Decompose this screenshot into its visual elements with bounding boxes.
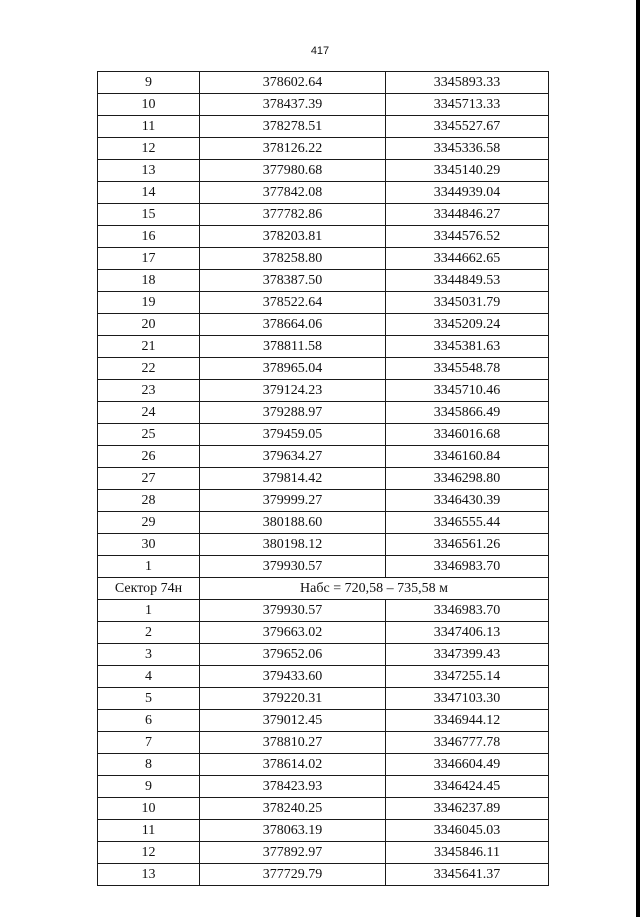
y-coordinate-cell: 3347399.43 <box>386 644 549 666</box>
table-row <box>98 248 549 270</box>
x-coordinate-cell: 379814.42 <box>200 468 386 490</box>
y-coordinate-cell: 3344846.27 <box>386 204 549 226</box>
table-row <box>98 204 549 226</box>
y-coordinate-cell: 3346298.80 <box>386 468 549 490</box>
x-coordinate-cell: 378126.22 <box>200 138 386 160</box>
point-number-cell: 20 <box>98 314 200 336</box>
point-number-cell: 9 <box>98 776 200 798</box>
point-number-cell: 1 <box>98 600 200 622</box>
point-number-cell: 26 <box>98 446 200 468</box>
x-coordinate-cell: 378063.19 <box>200 820 386 842</box>
point-number-cell: 30 <box>98 534 200 556</box>
point-number-cell: 13 <box>98 160 200 182</box>
x-coordinate-cell: 377892.97 <box>200 842 386 864</box>
y-coordinate-cell: 3346944.12 <box>386 710 549 732</box>
y-coordinate-cell: 3345209.24 <box>386 314 549 336</box>
sector-label: Сектор 74н <box>98 578 200 600</box>
point-number-cell: 21 <box>98 336 200 358</box>
y-coordinate-cell: 3345031.79 <box>386 292 549 314</box>
coordinates-table-body <box>98 72 549 886</box>
point-number-cell: 11 <box>98 820 200 842</box>
y-coordinate-cell: 3345381.63 <box>386 336 549 358</box>
point-number-cell: 1 <box>98 556 200 578</box>
table-row <box>98 600 549 622</box>
x-coordinate-cell: 379220.31 <box>200 688 386 710</box>
y-coordinate-cell: 3344576.52 <box>386 226 549 248</box>
table-row <box>98 644 549 666</box>
y-coordinate-cell: 3345641.37 <box>386 864 549 886</box>
x-coordinate-cell: 380188.60 <box>200 512 386 534</box>
x-coordinate-cell: 378522.64 <box>200 292 386 314</box>
x-coordinate-cell: 378278.51 <box>200 116 386 138</box>
y-coordinate-cell: 3345866.49 <box>386 402 549 424</box>
table-row <box>98 94 549 116</box>
table-row <box>98 842 549 864</box>
x-coordinate-cell: 378240.25 <box>200 798 386 820</box>
point-number-cell: 10 <box>98 798 200 820</box>
y-coordinate-cell: 3346045.03 <box>386 820 549 842</box>
y-coordinate-cell: 3346424.45 <box>386 776 549 798</box>
y-coordinate-cell: 3345893.33 <box>386 72 549 94</box>
x-coordinate-cell: 377980.68 <box>200 160 386 182</box>
point-number-cell: 29 <box>98 512 200 534</box>
x-coordinate-cell: 379652.06 <box>200 644 386 666</box>
point-number-cell: 4 <box>98 666 200 688</box>
x-coordinate-cell: 378965.04 <box>200 358 386 380</box>
y-coordinate-cell: 3345336.58 <box>386 138 549 160</box>
table-row <box>98 446 549 468</box>
point-number-cell: 12 <box>98 842 200 864</box>
point-number-cell: 27 <box>98 468 200 490</box>
table-row <box>98 72 549 94</box>
y-coordinate-cell: 3347406.13 <box>386 622 549 644</box>
table-row <box>98 688 549 710</box>
x-coordinate-cell: 379930.57 <box>200 600 386 622</box>
table-row <box>98 666 549 688</box>
page-edge <box>636 0 640 917</box>
y-coordinate-cell: 3346555.44 <box>386 512 549 534</box>
table-row <box>98 160 549 182</box>
x-coordinate-cell: 379459.05 <box>200 424 386 446</box>
table-row <box>98 512 549 534</box>
y-coordinate-cell: 3346983.70 <box>386 600 549 622</box>
table-row <box>98 710 549 732</box>
point-number-cell: 16 <box>98 226 200 248</box>
x-coordinate-cell: 378437.39 <box>200 94 386 116</box>
y-coordinate-cell: 3346016.68 <box>386 424 549 446</box>
point-number-cell: 25 <box>98 424 200 446</box>
point-number-cell: 11 <box>98 116 200 138</box>
x-coordinate-cell: 379288.97 <box>200 402 386 424</box>
point-number-cell: 17 <box>98 248 200 270</box>
table-row <box>98 776 549 798</box>
table-row <box>98 798 549 820</box>
y-coordinate-cell: 3346160.84 <box>386 446 549 468</box>
y-coordinate-cell: 3346430.39 <box>386 490 549 512</box>
x-coordinate-cell: 379663.02 <box>200 622 386 644</box>
point-number-cell: 22 <box>98 358 200 380</box>
y-coordinate-cell: 3344662.65 <box>386 248 549 270</box>
page-number: 417 <box>310 45 330 57</box>
table-row <box>98 226 549 248</box>
table-row <box>98 732 549 754</box>
table-row <box>98 336 549 358</box>
table-row <box>98 820 549 842</box>
table-row <box>98 358 549 380</box>
point-number-cell: 28 <box>98 490 200 512</box>
point-number-cell: 15 <box>98 204 200 226</box>
x-coordinate-cell: 378258.80 <box>200 248 386 270</box>
point-number-cell: 13 <box>98 864 200 886</box>
x-coordinate-cell: 378810.27 <box>200 732 386 754</box>
table-row <box>98 270 549 292</box>
table-row <box>98 182 549 204</box>
x-coordinate-cell: 377782.86 <box>200 204 386 226</box>
point-number-cell: 5 <box>98 688 200 710</box>
x-coordinate-cell: 378203.81 <box>200 226 386 248</box>
table-row <box>98 864 549 886</box>
table-row <box>98 754 549 776</box>
x-coordinate-cell: 379433.60 <box>200 666 386 688</box>
table-row <box>98 622 549 644</box>
point-number-cell: 10 <box>98 94 200 116</box>
x-coordinate-cell: 377729.79 <box>200 864 386 886</box>
table-row <box>98 402 549 424</box>
y-coordinate-cell: 3344939.04 <box>386 182 549 204</box>
x-coordinate-cell: 380198.12 <box>200 534 386 556</box>
table-row <box>98 556 549 578</box>
point-number-cell: 2 <box>98 622 200 644</box>
x-coordinate-cell: 378664.06 <box>200 314 386 336</box>
table-row <box>98 424 549 446</box>
point-number-cell: 3 <box>98 644 200 666</box>
table-row <box>98 380 549 402</box>
table-row <box>98 292 549 314</box>
point-number-cell: 7 <box>98 732 200 754</box>
y-coordinate-cell: 3346777.78 <box>386 732 549 754</box>
x-coordinate-cell: 379012.45 <box>200 710 386 732</box>
point-number-cell: 23 <box>98 380 200 402</box>
x-coordinate-cell: 379634.27 <box>200 446 386 468</box>
sector-height-range: Набс = 720,58 – 735,58 м <box>200 578 549 600</box>
table-row <box>98 468 549 490</box>
x-coordinate-cell: 377842.08 <box>200 182 386 204</box>
point-number-cell: 6 <box>98 710 200 732</box>
x-coordinate-cell: 378614.02 <box>200 754 386 776</box>
x-coordinate-cell: 379999.27 <box>200 490 386 512</box>
point-number-cell: 18 <box>98 270 200 292</box>
sector-header-row <box>98 578 549 600</box>
table-row <box>98 314 549 336</box>
x-coordinate-cell: 378387.50 <box>200 270 386 292</box>
y-coordinate-cell: 3346604.49 <box>386 754 549 776</box>
y-coordinate-cell: 3346561.26 <box>386 534 549 556</box>
y-coordinate-cell: 3345527.67 <box>386 116 549 138</box>
y-coordinate-cell: 3344849.53 <box>386 270 549 292</box>
table-row <box>98 490 549 512</box>
point-number-cell: 14 <box>98 182 200 204</box>
x-coordinate-cell: 378602.64 <box>200 72 386 94</box>
table-row <box>98 534 549 556</box>
table-row <box>98 116 549 138</box>
x-coordinate-cell: 379124.23 <box>200 380 386 402</box>
x-coordinate-cell: 379930.57 <box>200 556 386 578</box>
y-coordinate-cell: 3347103.30 <box>386 688 549 710</box>
point-number-cell: 9 <box>98 72 200 94</box>
point-number-cell: 8 <box>98 754 200 776</box>
point-number-cell: 19 <box>98 292 200 314</box>
y-coordinate-cell: 3345846.11 <box>386 842 549 864</box>
y-coordinate-cell: 3345548.78 <box>386 358 549 380</box>
point-number-cell: 12 <box>98 138 200 160</box>
y-coordinate-cell: 3345140.29 <box>386 160 549 182</box>
coordinates-table <box>97 71 549 886</box>
table-row <box>98 138 549 160</box>
y-coordinate-cell: 3347255.14 <box>386 666 549 688</box>
x-coordinate-cell: 378811.58 <box>200 336 386 358</box>
y-coordinate-cell: 3346237.89 <box>386 798 549 820</box>
y-coordinate-cell: 3345713.33 <box>386 94 549 116</box>
y-coordinate-cell: 3346983.70 <box>386 556 549 578</box>
y-coordinate-cell: 3345710.46 <box>386 380 549 402</box>
point-number-cell: 24 <box>98 402 200 424</box>
x-coordinate-cell: 378423.93 <box>200 776 386 798</box>
